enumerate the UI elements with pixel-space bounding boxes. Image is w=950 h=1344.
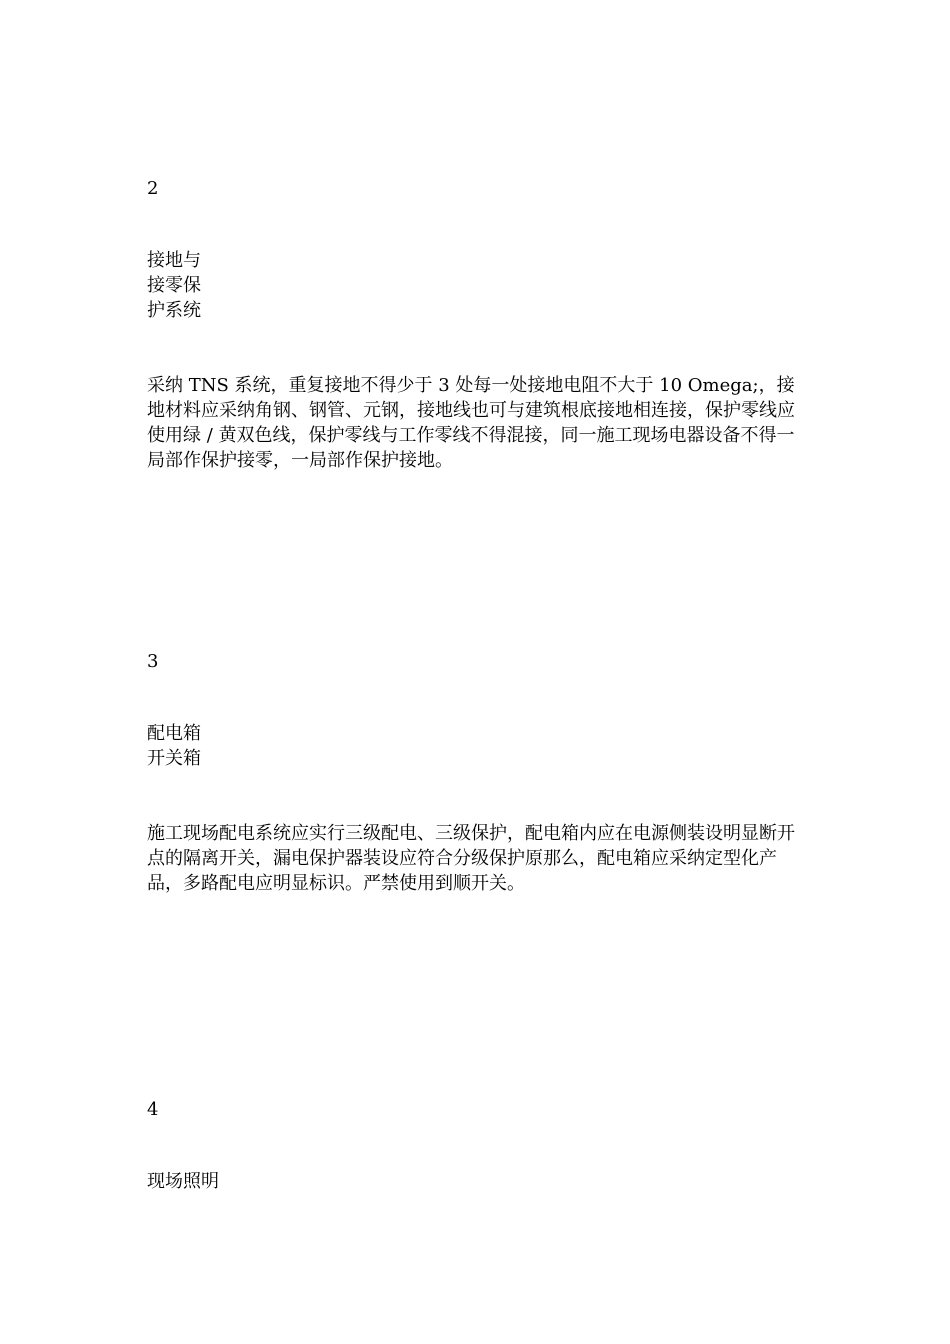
section-number: 3 — [147, 651, 159, 672]
section-body: 采纳 TNS 系统，重复接地不得少于 3 处每一处接地电阻不大于 10 Omega;，接地材料应采纳角钢、钢管、元钢，接地线也可与建筑根底接地相连接，保护零线应使用绿 / 黄双色线，保护零线与工作零线不得混接，同一施工现场电器设备不得一局部作保护接零，一局部作保护接地。 — [147, 375, 795, 471]
section-title: 接地与 接零保 护系统 — [147, 250, 201, 321]
section-number: 4 — [147, 1099, 159, 1120]
section-body: 施工现场配电系统应实行三级配电、三级保护，配电箱内应在电源侧装设明显断开点的隔离开关，漏电保护器装设应符合分级保护原那么，配电箱应采纳定型化产品，多路配电应明显标识。严禁使用到顺开关。 — [147, 823, 795, 894]
section-title: 现场照明 — [147, 1171, 219, 1192]
section-title: 配电箱 开关箱 — [147, 723, 201, 769]
section-number: 2 — [147, 178, 159, 199]
